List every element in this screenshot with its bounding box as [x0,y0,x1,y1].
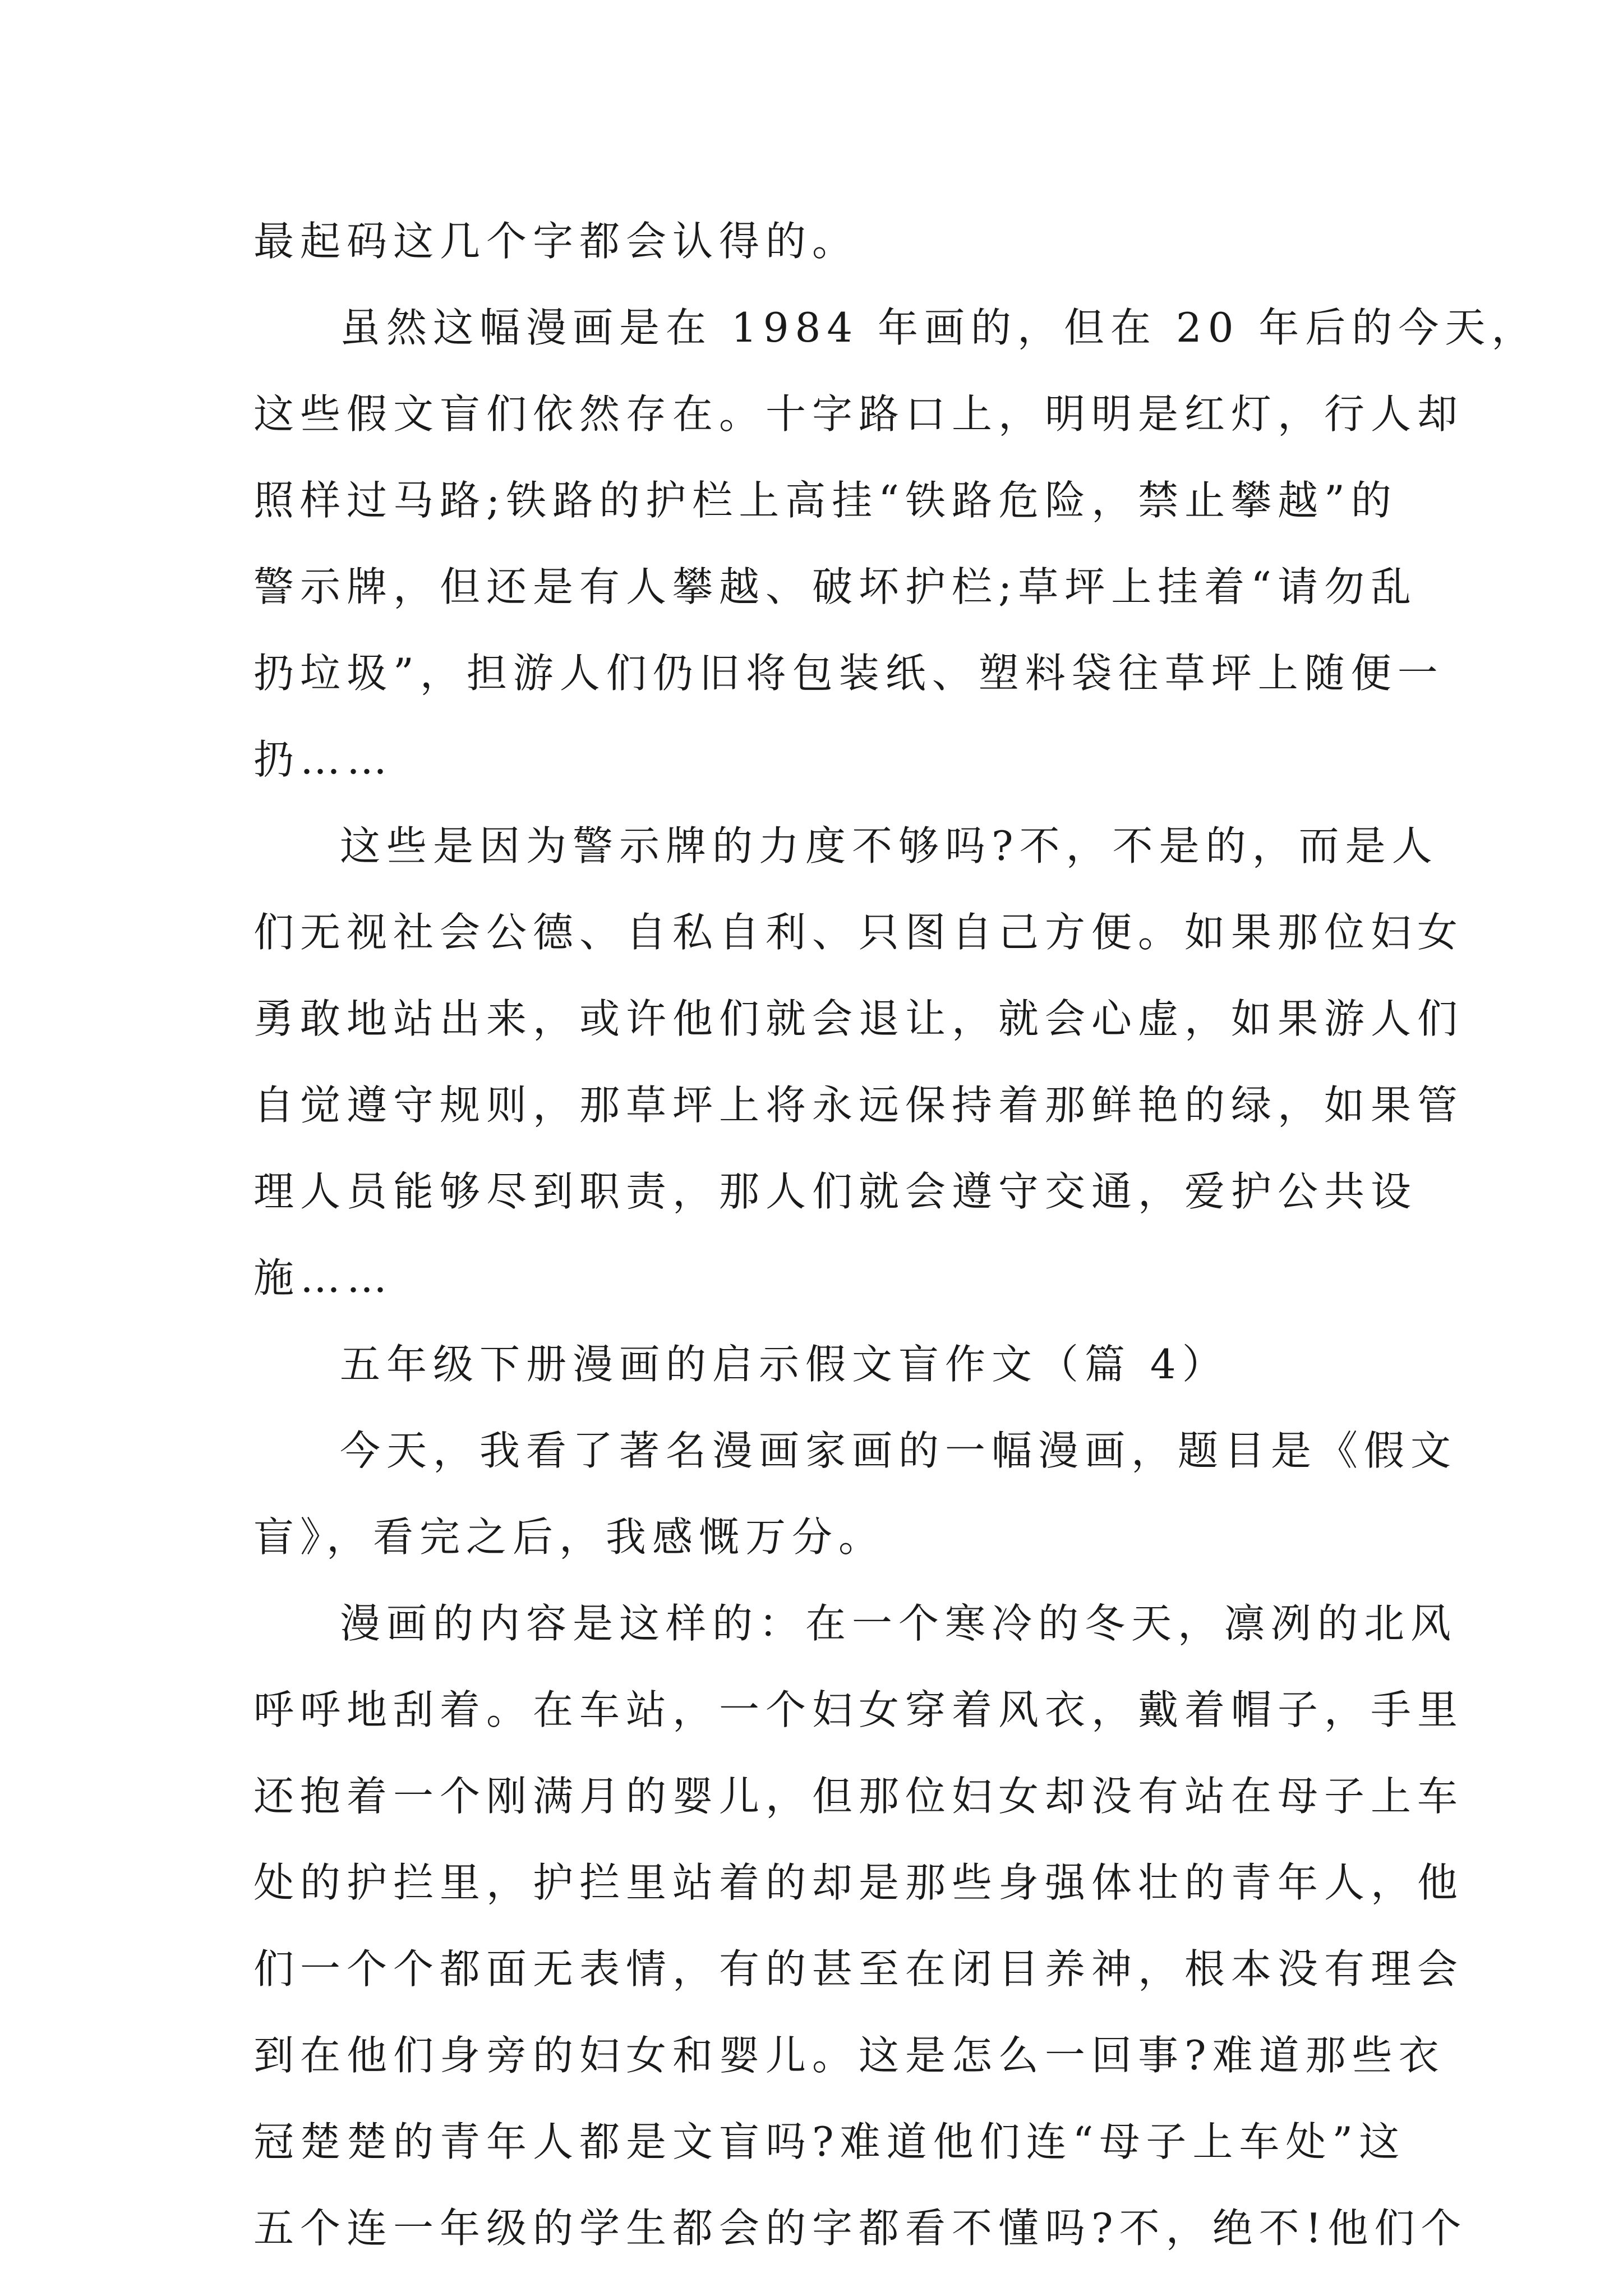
text-line: 呼呼地刮着。在车站，一个妇女穿着风衣，戴着帽子，手里 [253,1686,1464,1733]
paragraph-line: 今天，我看了著名漫画家画的一幅漫画，题目是《假文 [340,1427,1458,1474]
paragraph-line: 这些是因为警示牌的力度不够吗?不，不是的，而是人 [340,822,1438,869]
text-line: 冠楚楚的青年人都是文盲吗?难道他们连“母子上车处”这 [253,2118,1406,2165]
text-line: 照样过马路;铁路的护栏上高挂“铁路危险，禁止攀越”的 [253,477,1398,524]
text-line: 理人员能够尽到职责，那人们就会遵守交通，爱护公共设 [253,1168,1418,1215]
text-line: 处的护拦里，护拦里站着的却是那些身强体壮的青年人，他 [253,1859,1464,1906]
paragraph-line: 虽然这幅漫画是在 1984 年画的，但在 20 年后的今天， [340,304,1538,351]
text-line: 最起码这几个字都会认得的。 [253,218,859,265]
text-line: 到在他们身旁的妇女和婴儿。这是怎么一回事?难道那些衣 [253,2032,1445,2079]
text-line: 们无视社会公德、自私自利、只图自己方便。如果那位妇女 [253,909,1464,956]
text-line: 还抱着一个刚满月的婴儿，但那位妇女却没有站在母子上车 [253,1773,1464,1820]
text-line: 扔…… [253,736,394,783]
paragraph-line: 漫画的内容是这样的：在一个寒冷的冬天，凛冽的北风 [340,1600,1458,1647]
section-heading: 五年级下册漫画的启示假文盲作文（篇 4） [340,1341,1229,1388]
text-line: 五个连一年级的学生都会的字都看不懂吗?不，绝不!他们个 [253,2205,1468,2252]
text-line: 这些假文盲们依然存在。十字路口上，明明是红灯，行人却 [253,390,1464,438]
text-line: 警示牌，但还是有人攀越、破坏护栏;草坪上挂着“请勿乱 [253,563,1418,610]
text-line: 扔垃圾”，担游人们仍旧将包装纸、塑料袋往草坪上随便一 [253,650,1444,697]
text-line: 自觉遵守规则，那草坪上将永远保持着那鲜艳的绿，如果管 [253,1082,1464,1129]
text-line: 盲》，看完之后，我感慨万分。 [253,1513,886,1561]
text-line: 施…… [253,1254,394,1301]
text-line: 们一个个都面无表情，有的甚至在闭目养神，根本没有理会 [253,1945,1464,1993]
text-line: 勇敢地站出来，或许他们就会退让，就会心虚，如果游人们 [253,995,1464,1042]
